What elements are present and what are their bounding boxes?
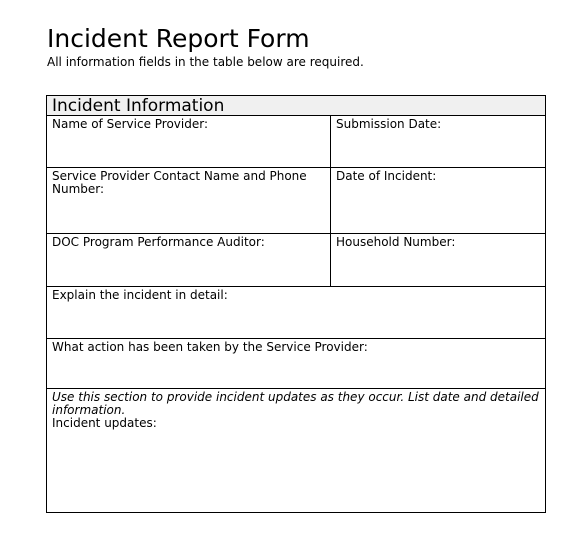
explain-incident-label: Explain the incident in detail: [52,288,228,302]
page-title: Incident Report Form [47,24,310,53]
action-taken-label: What action has been taken by the Service Provider: [52,340,368,354]
incident-updates-label: Incident updates: [52,416,157,430]
incident-form-table [46,95,546,513]
page-subtitle: All information fields in the table below are required. [47,55,364,69]
incident-updates-field[interactable] [47,389,545,512]
section-header-incident-information: Incident Information [47,96,545,116]
submission-date-field[interactable] [331,116,545,168]
service-provider-label: Name of Service Provider: [52,117,208,131]
submission-date-label: Submission Date: [336,117,442,131]
service-provider-field[interactable] [47,116,331,168]
explain-incident-field[interactable] [47,287,545,339]
contact-name-phone-field[interactable] [47,168,331,234]
household-number-label: Household Number: [336,235,456,249]
household-number-field[interactable] [331,234,545,287]
date-of-incident-label: Date of Incident: [336,169,437,183]
updates-instructions-text: Use this section to provide incident updates as they occur. List date and detailed information. [52,390,539,417]
auditor-label: DOC Program Performance Auditor: [52,235,265,249]
date-of-incident-field[interactable] [331,168,545,234]
auditor-field[interactable] [47,234,331,287]
contact-name-phone-label: Service Provider Contact Name and Phone Number: [52,169,307,196]
action-taken-field[interactable] [47,339,545,389]
